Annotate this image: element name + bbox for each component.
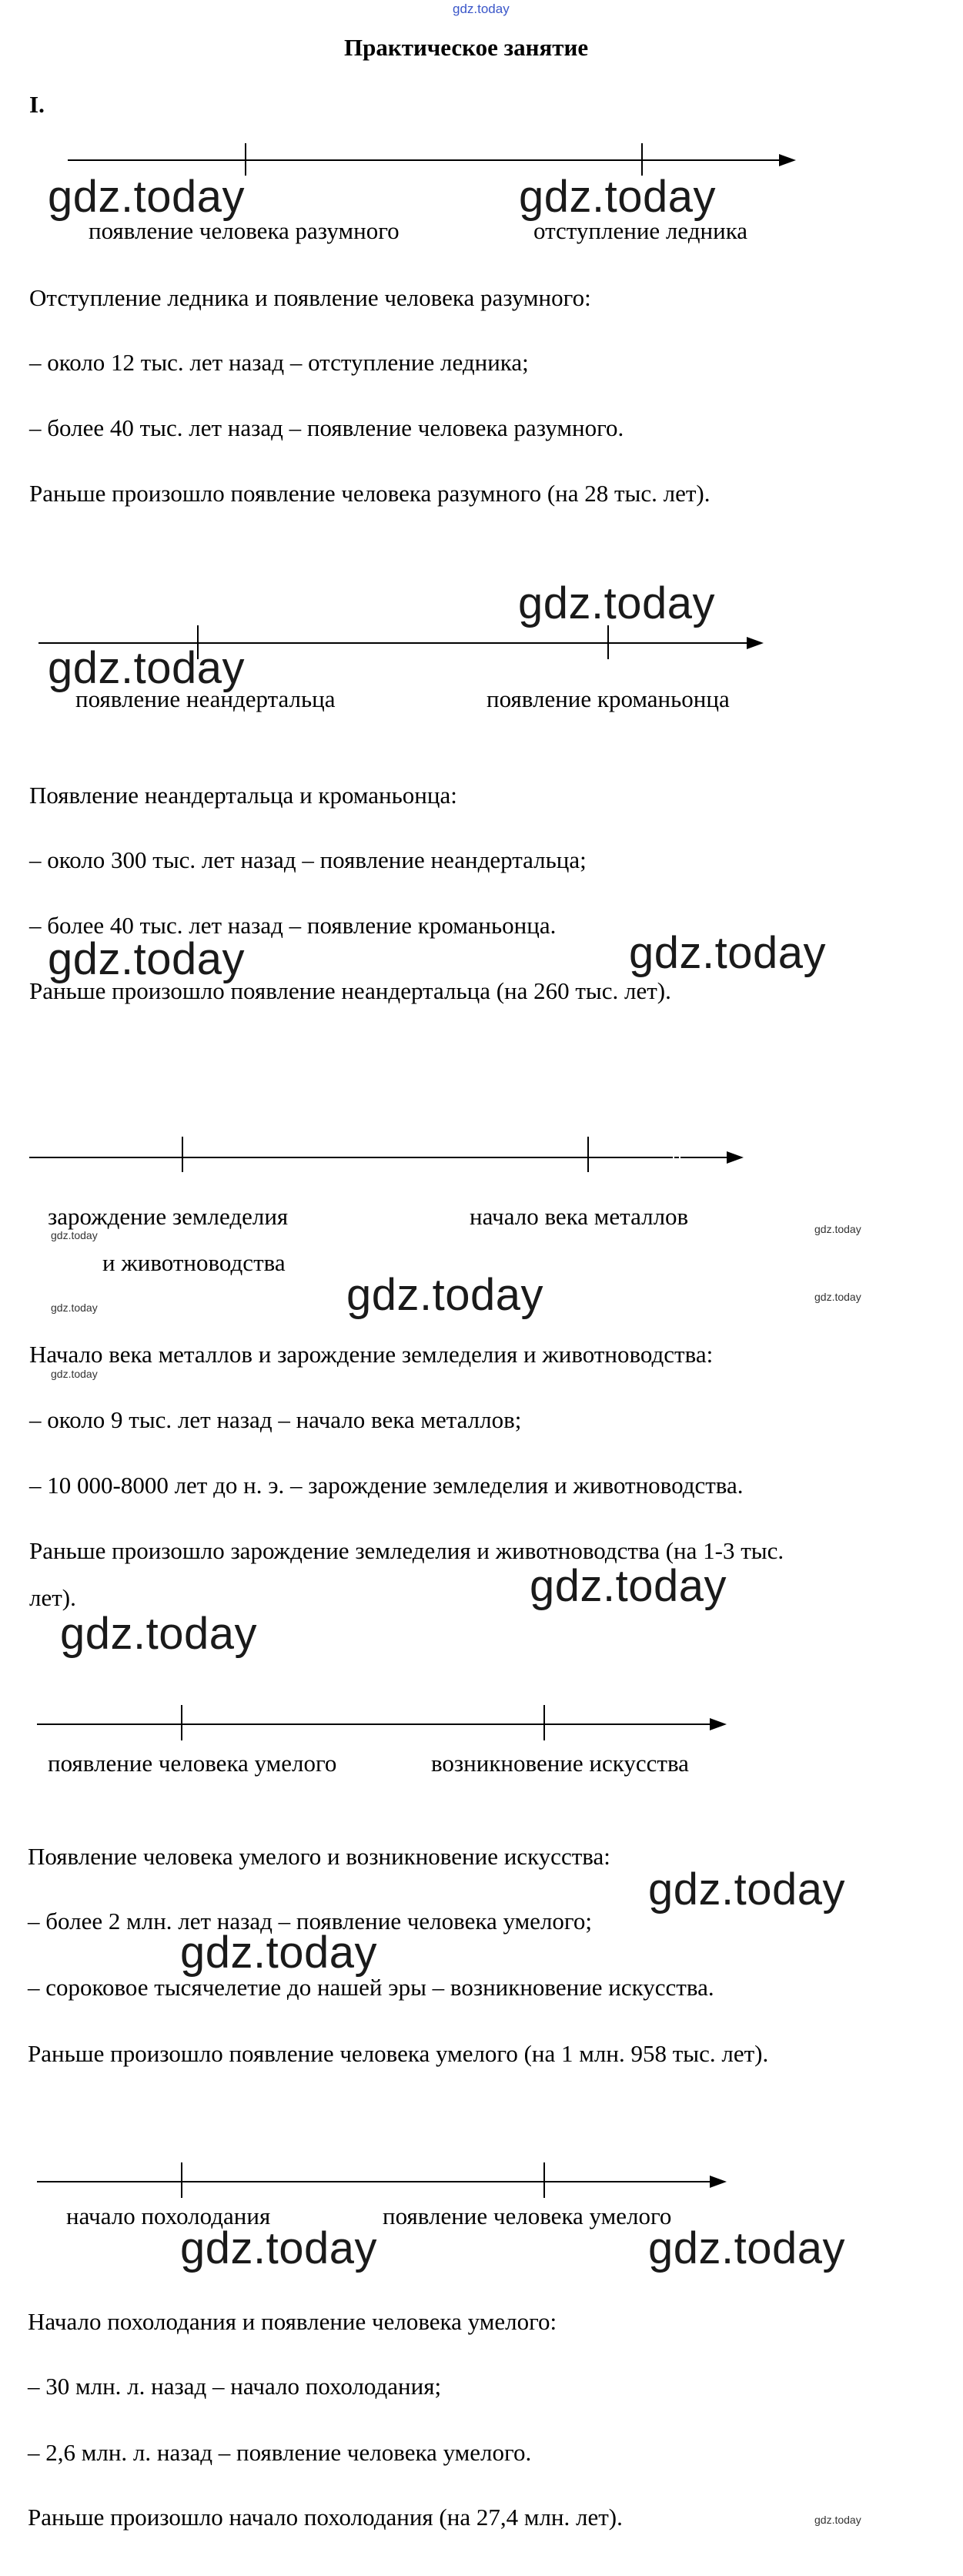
timeline-label: зарождение земледелия (48, 1203, 289, 1230)
timeline-tick (181, 1705, 182, 1740)
watermark: gdz.today (519, 172, 717, 222)
block-line: – сороковое тысячелетие до нашей эры – возникновение искусства. (28, 1974, 714, 2001)
timeline-label: и животноводства (102, 1249, 286, 1276)
block-conclusion-cont: лет). (29, 1584, 76, 1611)
block-conclusion: Раньше произошло начало похолодания (на 27,4 млн. лет). (28, 2504, 623, 2531)
timeline-axis (29, 1157, 668, 1158)
timeline-axis (68, 159, 784, 161)
block-heading: Начало века металлов и зарождение земледелия и животноводства: (29, 1341, 714, 1368)
watermark: gdz.today (48, 934, 246, 984)
timeline-tick (182, 1137, 183, 1172)
block-conclusion: Раньше произошло зарождение земледелия и животноводства (на 1-3 тыс. (29, 1537, 784, 1564)
watermark: gdz.today (180, 2223, 378, 2273)
timeline-axis-dashed (668, 1157, 685, 1158)
block-line: – около 9 тыс. лет назад – начало века металлов; (29, 1406, 522, 1433)
watermark: gdz.today (629, 928, 827, 978)
watermark-small: gdz.today (814, 2514, 861, 2526)
watermark: gdz.today (530, 1561, 727, 1611)
timeline-axis (37, 1723, 714, 1725)
timeline-tick (543, 2162, 545, 2198)
block-heading: Появление человека умелого и возникновение искусства: (28, 1843, 610, 1870)
timeline-label: появление человека разумного (89, 217, 400, 244)
timeline-tick (543, 1705, 545, 1740)
timeline-label: появление неандертальца (75, 685, 336, 712)
arrow-head (710, 2176, 727, 2188)
timeline-label: начало похолодания (66, 2202, 271, 2229)
timeline-label: отступление ледника (533, 217, 748, 244)
block-line: – 30 млн. л. назад – начало похолодания; (28, 2373, 442, 2400)
block-heading: Отступление ледника и появление человека разумного: (29, 284, 591, 311)
block-line: – 10 000-8000 лет до н. э. – зарождение земледелия и животноводства. (29, 1472, 744, 1499)
block-conclusion: Раньше произошло появление человека разумного (на 28 тыс. лет). (29, 480, 711, 507)
timeline-label: появление человека умелого (383, 2202, 672, 2229)
watermark: gdz.today (60, 1609, 258, 1659)
block-heading: Начало похолодания и появление человека умелого: (28, 2308, 557, 2335)
timeline-label: начало века металлов (470, 1203, 689, 1230)
timeline-axis (685, 1157, 731, 1158)
watermark-small: gdz.today (51, 1229, 98, 1241)
page-title: Практическое занятие (344, 34, 589, 61)
arrow-head (727, 1151, 744, 1164)
timeline-label: появление кроманьонца (487, 685, 730, 712)
block-conclusion: Раньше произошло появление человека умелого (на 1 млн. 958 тыс. лет). (28, 2040, 769, 2067)
timeline-tick (587, 1137, 589, 1172)
watermark: gdz.today (346, 1270, 544, 1320)
timeline-tick (607, 625, 609, 659)
timeline-label: появление человека умелого (48, 1750, 337, 1777)
watermark-small: gdz.today (51, 1301, 98, 1314)
watermark: gdz.today (180, 1928, 378, 1978)
watermark: gdz.today (518, 578, 716, 628)
timeline-tick (181, 2162, 182, 2198)
watermark: gdz.today (648, 1864, 846, 1914)
watermark-small: gdz.today (814, 1223, 861, 1235)
block-line: – около 300 тыс. лет назад – появление неандертальца; (29, 846, 587, 873)
block-heading: Появление неандертальца и кроманьонца: (29, 782, 457, 809)
arrow-head (710, 1718, 727, 1730)
block-conclusion: Раньше произошло появление неандертальца (на 260 тыс. лет). (29, 977, 671, 1004)
block-line: – более 2 млн. лет назад – появление человека умелого; (28, 1908, 592, 1935)
block-line: – более 40 тыс. лет назад – появление кроманьонца. (29, 912, 557, 939)
section-number: I. (29, 91, 45, 118)
block-line: – более 40 тыс. лет назад – появление человека разумного. (29, 414, 624, 441)
watermark: gdz.today (48, 643, 246, 693)
watermark-small: gdz.today (51, 1368, 98, 1380)
watermark: gdz.today (648, 2223, 846, 2273)
arrow-head (747, 637, 764, 649)
block-line: – около 12 тыс. лет назад – отступление ледника; (29, 349, 529, 376)
timeline-tick (245, 143, 246, 176)
block-line: – 2,6 млн. л. назад – появление человека умелого. (28, 2439, 532, 2466)
watermark-top: gdz.today (453, 2, 510, 16)
watermark: gdz.today (48, 172, 246, 222)
watermark-small: gdz.today (814, 1291, 861, 1303)
timeline-axis (37, 2181, 714, 2182)
arrow-head (779, 154, 796, 166)
timeline-label: возникновение искусства (431, 1750, 689, 1777)
